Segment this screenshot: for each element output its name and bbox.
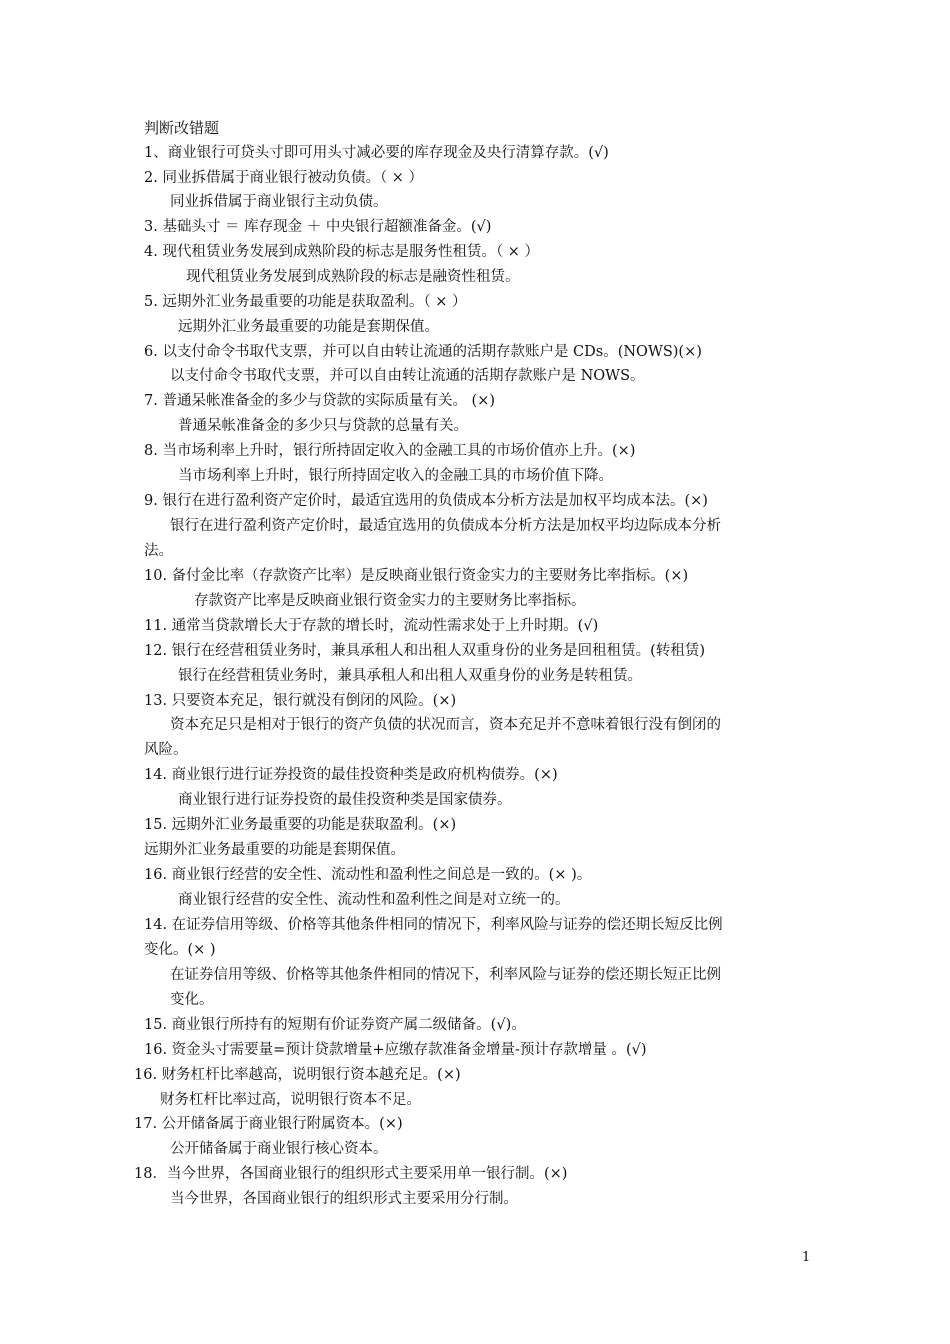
question-line: 18．当今世界，各国商业银行的组织形式主要采用单一银行制。(×) xyxy=(134,1166,568,1182)
question-line: 17. 公开储备属于商业银行附属资本。(×) xyxy=(134,1116,403,1132)
question-line: 14. 商业银行进行证券投资的最佳投资种类是政府机构债券。(×) xyxy=(144,767,558,783)
answer-line: 资本充足只是相对于银行的资产负债的状况而言，资本充足并不意味着银行没有倒闭的 xyxy=(170,717,721,733)
question-line: 11. 通常当贷款增长大于存款的增长时，流动性需求处于上升时期。(√) xyxy=(144,618,599,634)
question-line: 15. 商业银行所持有的短期有价证券资产属二级储备。(√)。 xyxy=(144,1017,526,1033)
question-line: 4. 现代租赁业务发展到成熟阶段的标志是服务性租赁。（ × ） xyxy=(144,244,540,260)
question-line: 5. 远期外汇业务最重要的功能是获取盈利。（ × ） xyxy=(144,294,467,310)
question-line: 14. 在证券信用等级、价格等其他条件相同的情况下，利率风险与证券的偿还期长短反比例 xyxy=(144,917,723,933)
question-line: 变化。(× ) xyxy=(144,942,216,958)
answer-line: 银行在经营租赁业务时，兼具承租人和出租人双重身份的业务是转租赁。 xyxy=(178,668,642,684)
question-line: 9. 银行在进行盈利资产定价时，最适宜选用的负债成本分析方法是加权平均成本法。(×) xyxy=(144,493,708,509)
answer-line: 商业银行进行证券投资的最佳投资种类是国家债券。 xyxy=(178,792,512,808)
answer-line: 普通呆帐准备金的多少只与贷款的总量有关。 xyxy=(178,418,468,434)
question-line: 12. 银行在经营租赁业务时，兼具承租人和出租人双重身份的业务是回租租赁。(转租赁) xyxy=(144,643,705,659)
answer-line: 远期外汇业务最重要的功能是套期保值。 xyxy=(178,319,439,335)
answer-line: 远期外汇业务最重要的功能是套期保值。 xyxy=(144,842,405,858)
question-line: 16. 商业银行经营的安全性、流动性和盈利性之间总是一致的。(× )。 xyxy=(144,867,592,883)
question-line: 13. 只要资本充足，银行就没有倒闭的风险。(×) xyxy=(144,693,457,709)
answer-line: 公开储备属于商业银行核心资本。 xyxy=(170,1141,388,1157)
answer-line: 变化。 xyxy=(170,992,214,1008)
question-line: 8. 当市场利率上升时，银行所持固定收入的金融工具的市场价值亦上升。(×) xyxy=(144,443,636,459)
question-line: 10. 备付金比率（存款资产比率）是反映商业银行资金实力的主要财务比率指标。(×) xyxy=(144,568,689,584)
answer-line: 当市场利率上升时，银行所持固定收入的金融工具的市场价值下降。 xyxy=(178,468,613,484)
answer-line: 法。 xyxy=(144,543,173,559)
question-line: 7. 普通呆帐准备金的多少与贷款的实际质量有关。 (×) xyxy=(144,393,496,409)
answer-line: 当今世界，各国商业银行的组织形式主要采用分行制。 xyxy=(170,1191,518,1207)
question-line: 2. 同业拆借属于商业银行被动负债。（ × ） xyxy=(144,170,424,186)
question-line: 16. 财务杠杆比率越高，说明银行资本越充足。(×) xyxy=(134,1067,461,1083)
question-line: 1、商业银行可贷头寸即可用头寸减必要的库存现金及央行清算存款。(√) xyxy=(144,145,609,161)
answer-line: 现代租赁业务发展到成熟阶段的标志是融资性租赁。 xyxy=(186,269,520,285)
answer-line: 银行在进行盈利资产定价时，最适宜选用的负债成本分析方法是加权平均边际成本分析 xyxy=(170,518,721,534)
page-title: 判断改错题 xyxy=(144,119,220,137)
answer-line: 同业拆借属于商业银行主动负债。 xyxy=(170,194,388,210)
answer-line: 风险。 xyxy=(144,742,188,758)
question-line: 3. 基础头寸 ＝ 库存现金 ＋ 中央银行超额准备金。(√) xyxy=(144,219,492,235)
answer-line: 财务杠杆比率过高，说明银行资本不足。 xyxy=(160,1092,421,1108)
answer-line: 在证券信用等级、价格等其他条件相同的情况下，利率风险与证券的偿还期长短正比例 xyxy=(170,967,721,983)
answer-line: 以支付命令书取代支票，并可以自由转让流通的活期存款账户是 NOWS。 xyxy=(170,368,645,384)
answer-line: 商业银行经营的安全性、流动性和盈利性之间是对立统一的。 xyxy=(178,892,570,908)
question-line: 15. 远期外汇业务最重要的功能是获取盈利。(×) xyxy=(144,817,457,833)
page-number: 1 xyxy=(802,1250,811,1265)
answer-line: 存款资产比率是反映商业银行资金实力的主要财务比率指标。 xyxy=(194,593,586,609)
question-line: 16. 资金头寸需要量=预计贷款增量+应缴存款准备金增量-预计存款增量 。(√) xyxy=(144,1042,647,1058)
question-line: 6. 以支付命令书取代支票，并可以自由转让流通的活期存款账户是 CDs。(NOWS)(×) xyxy=(144,344,702,360)
